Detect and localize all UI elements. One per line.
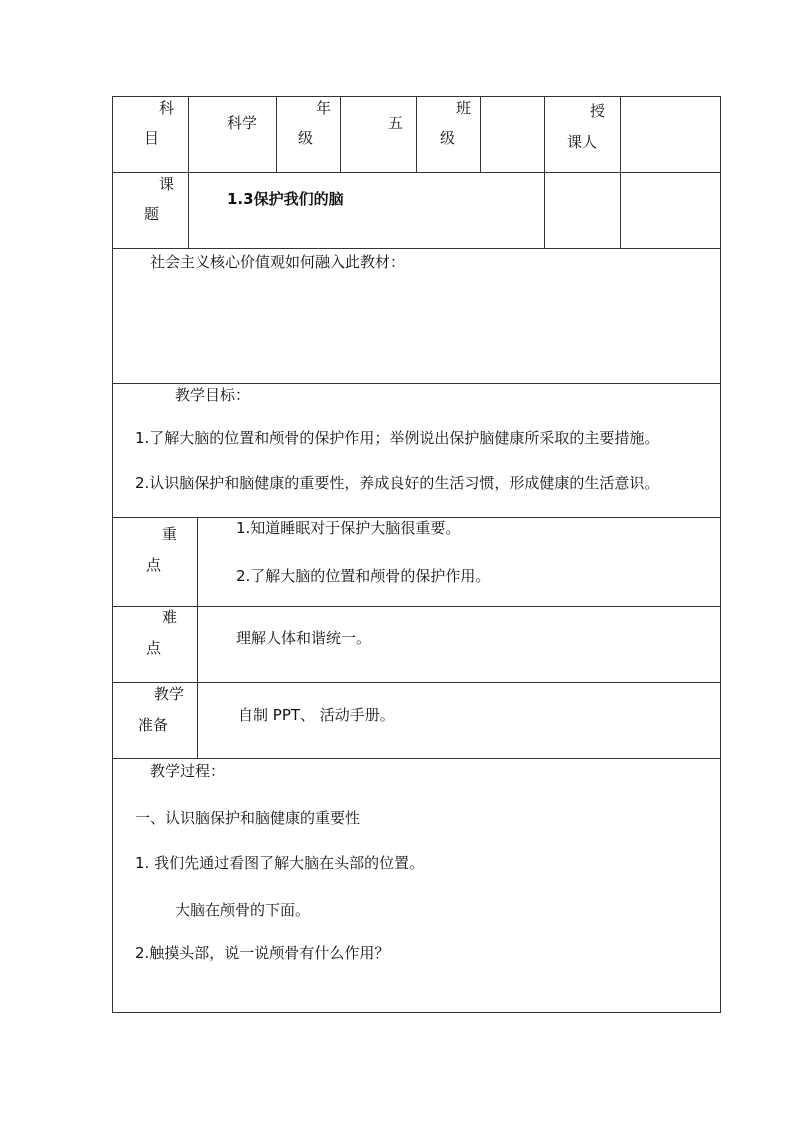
table-col-divider <box>544 96 545 248</box>
table-col-divider <box>188 96 189 248</box>
subject-value: 科学 <box>227 114 258 132</box>
table-row-divider <box>112 248 721 249</box>
difficulty-label: 点 <box>146 639 162 657</box>
table-row-divider <box>112 383 721 384</box>
table-row-divider <box>112 758 721 759</box>
table-col-divider <box>197 517 198 759</box>
table-col-divider <box>276 96 277 173</box>
class-label: 班 <box>456 99 472 117</box>
subject-label: 科 <box>159 99 175 117</box>
difficulty-value: 理解人体和谐统一。 <box>236 629 372 647</box>
preparation-label: 教学 <box>154 685 185 703</box>
table-border-bottom <box>112 1012 721 1013</box>
key-point-item: 1.知道睡眠对于保护大脑很重要。 <box>236 519 461 537</box>
grade-label: 年 <box>316 99 332 117</box>
topic-label: 题 <box>144 205 160 223</box>
subject-label: 目 <box>144 129 160 147</box>
topic-label: 课 <box>159 175 175 193</box>
process-step-answer: 大脑在颅骨的下面。 <box>175 901 311 919</box>
table-col-divider <box>480 96 481 173</box>
preparation-value: 自制 PPT、 活动手册。 <box>238 706 395 724</box>
teacher-label: 授 <box>590 102 606 120</box>
objective-item: 2.认识脑保护和脑健康的重要性，养成良好的生活习惯，形成健康的生活意识。 <box>135 474 660 492</box>
grade-label: 级 <box>298 129 314 147</box>
key-points-label: 重 <box>162 525 178 543</box>
table-border-right <box>720 96 721 1013</box>
process-heading: 教学过程： <box>150 762 226 780</box>
table-col-divider <box>416 96 417 173</box>
objectives-heading: 教学目标： <box>175 386 251 404</box>
table-col-divider <box>620 96 621 248</box>
difficulty-label: 难 <box>162 608 178 626</box>
table-col-divider <box>340 96 341 173</box>
process-subheading: 一、认识脑保护和脑健康的重要性 <box>135 809 361 827</box>
core-values-heading: 社会主义核心价值观如何融入此教材： <box>150 253 406 271</box>
table-row-divider <box>112 682 721 683</box>
teacher-label: 课人 <box>567 133 598 151</box>
process-step: 1. 我们先通过看图了解大脑在头部的位置。 <box>135 854 425 872</box>
grade-value: 五 <box>388 114 404 132</box>
table-row-divider <box>112 517 721 518</box>
key-point-item: 2.了解大脑的位置和颅骨的保护作用。 <box>236 567 491 585</box>
objective-item: 1.了解大脑的位置和颅骨的保护作用；举例说出保护脑健康所采取的主要措施。 <box>135 429 660 447</box>
preparation-label: 准备 <box>138 716 169 734</box>
class-label: 级 <box>440 129 456 147</box>
key-points-label: 点 <box>146 556 162 574</box>
topic-value: 1.3保护我们的脑 <box>227 190 344 208</box>
process-step: 2.触摸头部，说一说颅骨有什么作用？ <box>135 944 390 962</box>
table-border-left <box>112 96 113 1013</box>
table-row-divider <box>112 606 721 607</box>
